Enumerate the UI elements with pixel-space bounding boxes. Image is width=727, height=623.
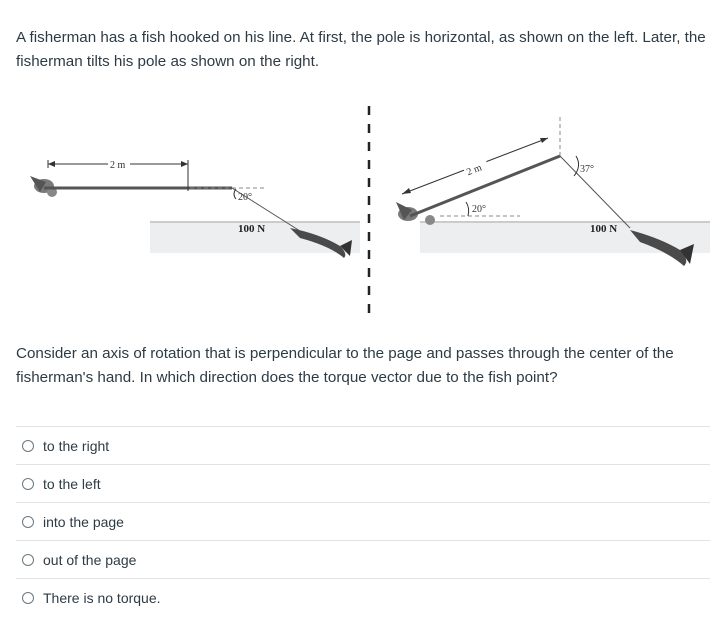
fishing-figure (0, 96, 727, 332)
answer-option[interactable] (16, 540, 710, 578)
radio-button[interactable] (22, 516, 34, 528)
line-angle-label-right: 37° (580, 164, 594, 175)
answer-option[interactable] (16, 426, 710, 464)
question-intro: A fisherman has a fish hooked on his line. At first, the pole is horizontal, as shown on the left. Later, the fisherman tilts his pole as shown on the right. (16, 29, 706, 70)
answer-label: There is no torque. (43, 589, 161, 606)
force-label-right: 100 N (590, 223, 618, 235)
radio-button[interactable] (22, 592, 34, 604)
angle-label-left: 20° (238, 192, 252, 203)
answer-list (16, 426, 710, 616)
radio-button[interactable] (22, 478, 34, 490)
answer-option[interactable] (16, 502, 710, 540)
question-prompt: Consider an axis of rotation that is perpendicular to the page and passes through the center of the fisherman's hand. In which direction does the torque vector due to the fish point? (16, 345, 674, 386)
answer-label: into the page (43, 513, 124, 530)
length-label-left: 2 m (110, 160, 126, 171)
answer-label: out of the page (43, 551, 137, 568)
pole-angle-label-right: 20° (472, 204, 486, 215)
fishing-diagram (0, 96, 727, 332)
force-label-left: 100 N (238, 223, 266, 235)
radio-button[interactable] (22, 554, 34, 566)
length-label-right: 2 m (465, 162, 484, 179)
fishing-line-right (560, 156, 630, 228)
answer-option[interactable] (16, 464, 710, 502)
answer-label: to the left (43, 475, 101, 492)
radio-button[interactable] (22, 440, 34, 452)
answer-option[interactable] (16, 578, 710, 616)
answer-label: to the right (43, 437, 110, 454)
